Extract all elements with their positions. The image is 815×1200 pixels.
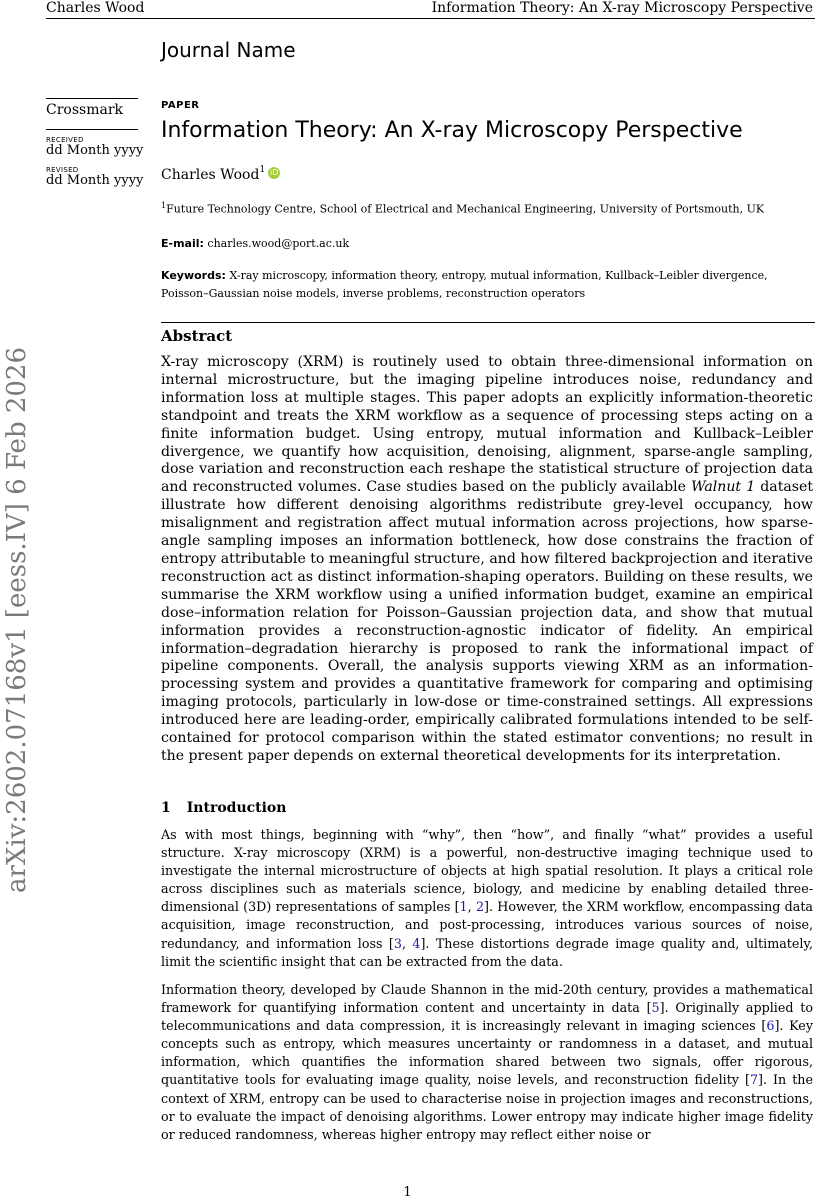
revised-date: dd Month yyyy — [46, 173, 144, 188]
journal-name: Journal Name — [161, 38, 296, 62]
revised-label: REVISED — [46, 166, 79, 174]
citation-link[interactable]: 3 — [393, 935, 402, 951]
email-address[interactable]: charles.wood@port.ac.uk — [207, 237, 350, 250]
paper-title: Information Theory: An X-ray Microscopy Perspective — [161, 118, 743, 143]
citation-link[interactable]: 4 — [412, 935, 421, 951]
section-number: 1 — [161, 800, 171, 816]
para-text: ]. These distortions degrade image quality and, ultimately, limit the scientific insight that can be extracted from the data. — [161, 935, 813, 969]
citation-separator: , — [467, 899, 476, 915]
abstract-body — [161, 354, 813, 766]
dataset-name: Walnut 1 — [691, 479, 756, 496]
citation-link[interactable]: 5 — [651, 1000, 660, 1016]
abstract-divider — [161, 322, 815, 323]
para-text: ]. Key concepts such as entropy, which measures uncertainty or randomness in a dataset, and mutual information, which quantifies the information shared between two signals, offer rigorous, quantitative tools for evaluating image quality, noise levels, and reconstruction fidelity [ — [161, 1018, 813, 1088]
para-text: Information theory, developed by Claude Shannon in the mid-20th century, provides a mathematical framework for quantifying information content and uncertainty in data [ — [161, 982, 813, 1016]
citation-separator: , — [401, 935, 413, 951]
section-title: Introduction — [186, 800, 287, 816]
affiliation-marker: 1 — [161, 201, 167, 210]
keywords-text: X-ray microscopy, information theory, entropy, mutual information, Kullback–Leibler divergence, Poisson–Gaussian noise models, inverse problems, reconstruction operators — [161, 269, 768, 300]
email-line — [161, 237, 349, 250]
keywords — [161, 267, 781, 303]
intro-paragraph-1 — [161, 826, 813, 971]
citation-link[interactable]: 2 — [475, 899, 485, 915]
received-date: dd Month yyyy — [46, 143, 144, 158]
side-divider — [46, 129, 138, 130]
abstract-text-part1: X-ray microscopy (XRM) is routinely used to obtain three-dimensional information on internal microstructure, but the imaging pipeline introduces noise, redundancy and information loss at multiple stages. This paper adopts an explicitly information-theoretic standpoint and treats the XRM workflow as a sequence of processing steps acting on a finite information budget. Using entropy, mutual information and Kullback–Leibler divergence, we quantify how acquisition, denoising, alignment, sparse-angle sampling, dose variation and reconstruction each reshape the statistical structure of projection data and reconstructed volumes. Case studies based on the publicly available — [161, 354, 813, 496]
running-header-author: Charles Wood — [46, 0, 145, 16]
keywords-label: Keywords: — [161, 269, 226, 282]
orcid-icon[interactable]: iD — [269, 168, 279, 177]
author-line — [161, 167, 280, 183]
section-heading — [161, 800, 286, 816]
author-name: Charles Wood — [161, 167, 260, 183]
intro-paragraph-2 — [161, 981, 813, 1144]
crossmark-link[interactable]: Crossmark — [46, 102, 123, 118]
email-label: E-mail: — [161, 237, 204, 250]
para-text: As with most things, beginning with “why”, then “how”, and finally “what” provides a useful structure. X-ray microscopy (XRM) is a powerful, non-destructive imaging technique used to investigate the internal microstructure of objects at high spatial resolution. It plays a critical role across disciplines such as materials science, biology, and medicine by enabling detailed three-dimensional (3D) representations of samples [ — [161, 827, 813, 915]
side-divider-top — [46, 98, 138, 99]
affiliation-text: Future Technology Centre, School of Electrical and Mechanical Engineering, University of Portsmouth, UK — [166, 202, 765, 216]
para-text: ]. However, the XRM workflow, encompassing data acquisition, image reconstruction, and post-processing, introduces various sources of noise, redundancy, and information loss [ — [161, 899, 813, 951]
author-affiliation-marker: 1 — [259, 165, 266, 175]
page-number: 1 — [403, 1185, 412, 1200]
abstract-heading: Abstract — [161, 327, 233, 345]
arxiv-identifier: arXiv:2602.07168v1 [eess.IV] 6 Feb 2026 — [2, 346, 32, 894]
citation-link[interactable]: 7 — [749, 1072, 759, 1088]
para-text: ]. In the context of XRM, entropy can be used to characterise noise in projection images and reconstructions, or to evaluate the impact of denoising algorithms. Lower entropy may indicate higher image fidelity or reduced randomness, whereas higher entropy may reflect either noise or — [161, 1072, 813, 1142]
citation-link[interactable]: 1 — [459, 899, 468, 915]
para-text: ]. Originally applied to telecommunications and data compression, it is increasingly relevant in imaging sciences [ — [161, 1000, 813, 1034]
arxiv-stamp — [2, 340, 32, 900]
received-label: RECEIVED — [46, 136, 84, 144]
paper-type-label: PAPER — [161, 100, 200, 111]
affiliation — [161, 201, 764, 216]
running-header-title: Information Theory: An X-ray Microscopy Perspective — [431, 0, 813, 16]
abstract-text-part2: dataset illustrate how different denoising algorithms redistribute grey-level occupancy, how misalignment and registration affect mutual information across projections, how sparse-angle sampling imposes an information bottleneck, how dose constrains the fraction of entropy attributable to meaningful structure, and how filtered backprojection and iterative reconstruction act as distinct information-shaping operators. Building on these results, we summarise the XRM workflow using a unified information budget, examine an empirical dose–information relation for Poisson–Gaussian projection data, and show that mutual information provides a reconstruction-agnostic indicator of fidelity. An empirical information–degradation hierarchy is proposed to rank the informational impact of pipeline components. Overall, the analysis supports viewing XRM as an information-processing system and provides a quantitative framework for comparing and optimising imaging protocols, particularly in low-dose or time-constrained settings. All expressions introduced here are leading-order, empirically calibrated formulations intended to be self-contained for protocol comparison within the stated estimator conventions; no result in the present paper depends on external theoretical developments for its interpretation. — [161, 479, 813, 764]
citation-link[interactable]: 6 — [766, 1018, 775, 1034]
header-divider — [46, 18, 815, 19]
